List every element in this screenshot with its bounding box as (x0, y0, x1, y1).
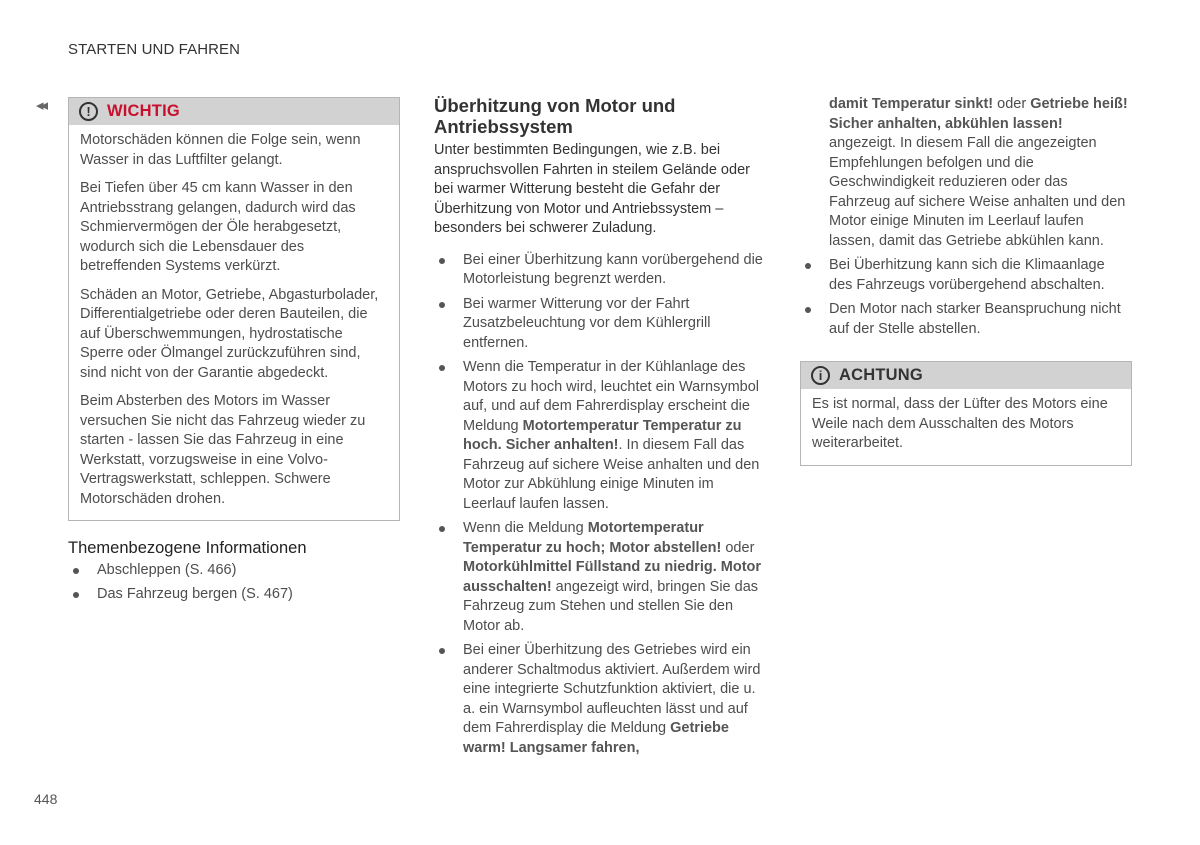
text-run: angezeigt. In diesem Fall die angezeigten Empfehlungen befolgen und die Geschwindigkeit reduzieren oder das Fahrzeug auf sichere Weise anhalten und den Motor einige Minuten im Leerlauf laufen lassen, damit das Getriebe abkühlen kann. (829, 135, 1126, 249)
section-header: STARTEN UND FAHREN (68, 41, 241, 58)
display-message: Motorkühlmittel Füllstand zu niedrig. Motor ausschalten! (463, 559, 762, 595)
display-message: Motortemperatur Temperatur zu hoch. Sicher anhalten! (463, 417, 742, 453)
list-item (434, 295, 770, 354)
exclamation-circle-icon: ! (79, 102, 98, 121)
warning-paragraph: Motorschäden können die Folge sein, wenn Wasser in das Luftfilter gelangt. (80, 132, 361, 168)
related-list (68, 561, 400, 605)
text-run: oder (721, 539, 755, 556)
list-item (800, 256, 1132, 295)
display-message: Motortemperatur Temperatur zu hoch; Motor abstellen! (463, 520, 722, 556)
section-title: Überhitzung von Motor und Antriebssystem (434, 95, 676, 137)
page-number: 448 (34, 791, 58, 807)
middle-column (434, 95, 770, 763)
text-run: Bei einer Überhitzung des Getriebes wird ein anderer Schaltmodus aktiviert. Außerdem wird eine integrierte Schutzfunktion aktiviert, die u. a. ein Warnsymbol aufleuchten lässt und auf dem Fahrerdisplay die Meldung (463, 642, 761, 736)
display-message: Getriebe warm! Langsamer fahren, (463, 720, 729, 756)
warning-paragraph: Beim Absterben des Motors im Wasser versuchen Sie nicht das Fahrzeug wieder zu starten - lassen Sie das Fahrzeug in eine Werkstatt, vorzugsweise in eine Volvo-Vertragswerkstatt, schleppen. Schwere Motorschäden drohen. (80, 393, 366, 507)
list-item (434, 641, 770, 758)
caution-body (801, 389, 1131, 465)
right-column (800, 95, 1132, 466)
text-run: oder (993, 96, 1031, 112)
caution-title: ACHTUNG (839, 365, 923, 384)
text-run: Bei warmer Witterung vor der Fahrt Zusatzbeleuchtung vor dem Kühlergrill entfernen. (463, 295, 711, 351)
back-nav-icon[interactable]: ◂◂ (36, 97, 46, 114)
warning-paragraph: Bei Tiefen über 45 cm kann Wasser in den Antriebsstrang gelangen, dadurch wird das Schmiervermögen der Öle herabgesetzt, wodurch sich die Lebensdauer des betreffenden Systems verkürzt. (80, 180, 356, 274)
warning-box (68, 97, 400, 521)
text-run: Wenn die Temperatur in der Kühlanlage des Motors zu hoch wird, leuchtet ein Warnsymbol auf, und auf dem Fahrerdisplay erscheint die Meldung (463, 359, 760, 434)
text-run: . In diesem Fall das Fahrzeug auf sichere Weise anhalten und den Motor zur Abkühlung einige Minuten im Leerlauf laufen lassen. (463, 437, 760, 512)
warning-body (69, 125, 399, 520)
text-run: Wenn die Meldung (463, 520, 588, 536)
warning-paragraph: Schäden an Motor, Getriebe, Abgasturbolader, Differentialgetriebe oder deren Bauteilen, die auf Überschwemmungen, hydrostatische Sperre oder Ölmangel zurückzuführen sind, sind nicht von der Garantie abgedeckt. (80, 286, 379, 381)
text-run: angezeigt wird, bringen Sie das Fahrzeug zum Stehen und stellen Sie den Motor ab. (463, 578, 759, 634)
bullet-continuation (800, 95, 1132, 251)
display-message: Getriebe heiß! Sicher anhalten, abkühlen lassen! (829, 96, 1128, 132)
overheat-bullet-list-continued (800, 256, 1132, 339)
info-circle-icon: i (811, 366, 830, 385)
warning-title: WICHTIG (107, 101, 180, 120)
left-column (68, 97, 400, 610)
warning-header (69, 98, 399, 125)
display-message: damit Temperatur sinkt! (829, 96, 994, 112)
list-item (800, 300, 1132, 339)
list-item (434, 358, 770, 514)
related-title: Themenbezogene Informationen (68, 539, 307, 557)
list-item (434, 251, 770, 290)
overheat-bullet-list (434, 251, 770, 759)
caution-header (801, 362, 1131, 389)
intro-paragraph: Unter bestimmten Bedingungen, wie z.B. bei anspruchsvollen Fahrten in steilem Gelände oder bei warmer Witterung besteht die Gefahr der Überhitzung von Motor und Antriebssystem – besonders bei schwerer Zuladung. (434, 142, 750, 236)
list-item (434, 519, 770, 636)
text-run: Bei Überhitzung kann sich die Klimaanlage des Fahrzeugs vorübergehend abschalten. (829, 257, 1105, 293)
caution-text: Es ist normal, dass der Lüfter des Motors eine Weile nach dem Ausschalten des Motors weiterarbeitet. (812, 396, 1108, 451)
text-run: Den Motor nach starker Beanspruchung nicht auf der Stelle abstellen. (829, 301, 1121, 337)
text-run: Bei einer Überhitzung kann vorübergehend die Motorleistung begrenzt werden. (463, 251, 763, 287)
related-link-abschleppen[interactable]: Abschleppen (S. 466) (68, 561, 400, 581)
related-link-bergen[interactable]: Das Fahrzeug bergen (S. 467) (68, 585, 400, 605)
caution-box (800, 361, 1132, 466)
